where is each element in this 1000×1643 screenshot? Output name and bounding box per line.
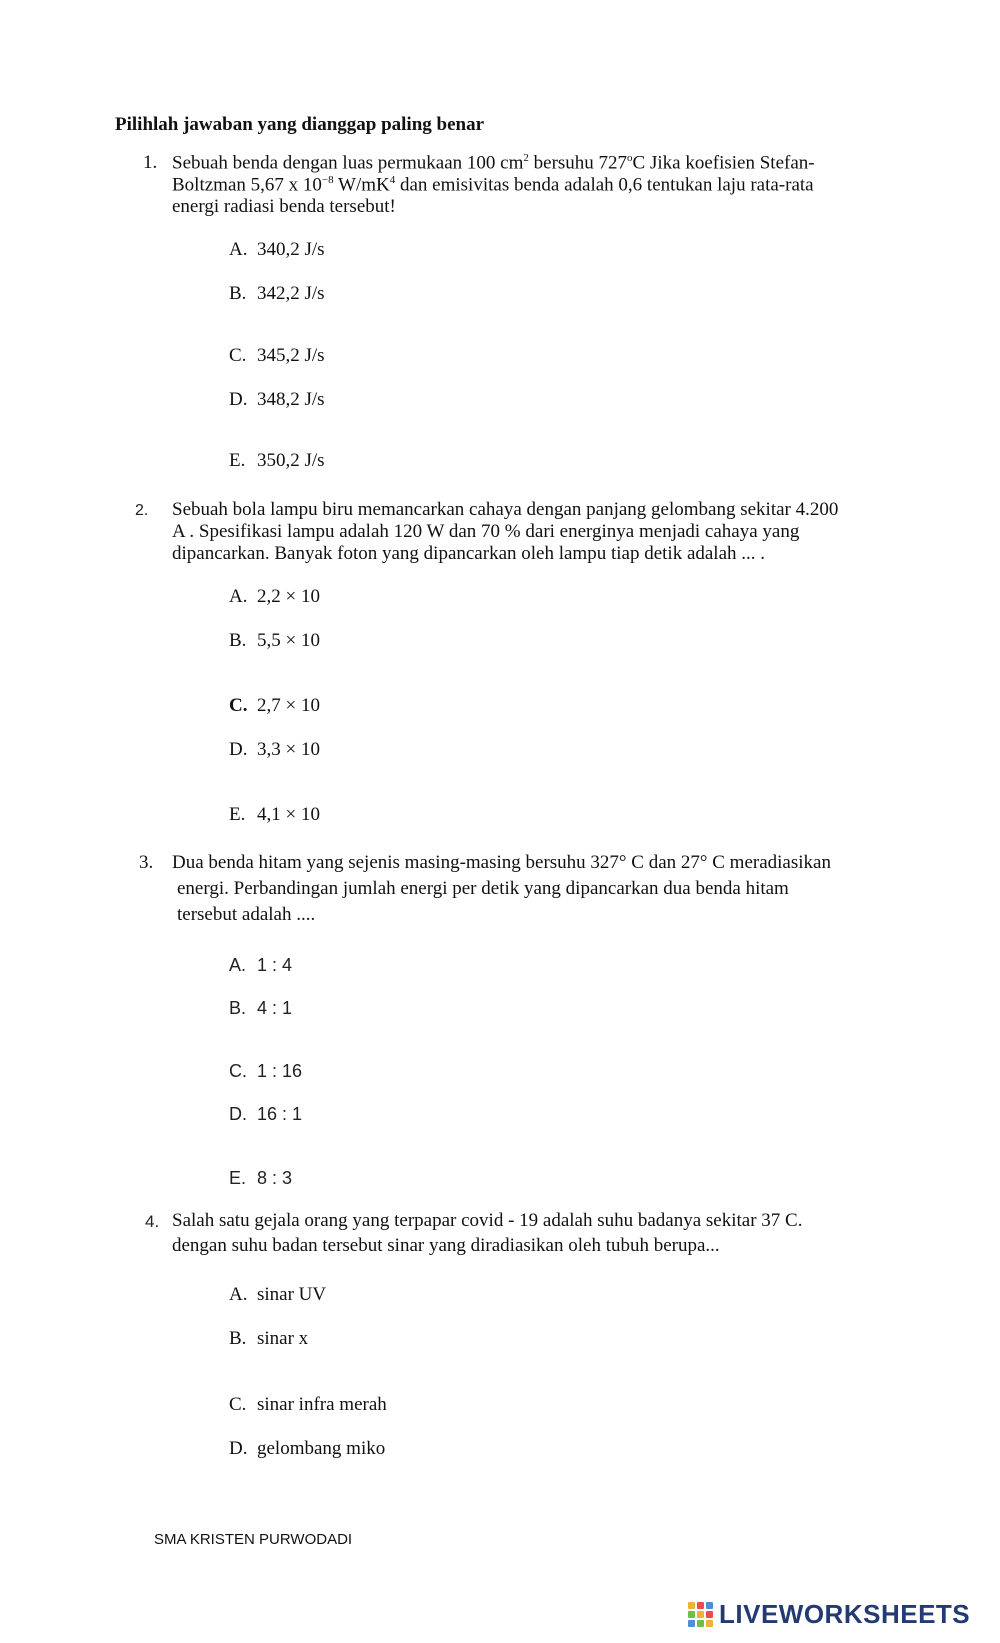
liveworksheets-logo[interactable] xyxy=(688,1599,970,1630)
q1-option-d[interactable]: D. 348,2 J/s xyxy=(229,389,325,410)
question-3-number: 3. xyxy=(139,852,154,873)
q1-option-e[interactable]: E. 350,2 J/s xyxy=(229,450,325,471)
question-1-line-1: Sebuah benda dengan luas permukaan 100 $cm^2$ bersuhu 727$^o$C Jika koefisien Stefan- xyxy=(172,152,815,174)
question-4-number: 4. xyxy=(145,1212,160,1231)
question-2-line-2: A . Spesifikasi lampu adalah 120 W dan 70 % dari energinya menjadi cahaya yang xyxy=(172,521,800,542)
q3-option-a[interactable]: A. 1 : 4 xyxy=(229,955,293,975)
q4-option-c[interactable]: C. sinar infra merah xyxy=(229,1394,387,1415)
logo-square xyxy=(697,1602,704,1609)
question-3-line-2: energi. Perbandingan jumlah energi per detik yang dipancarkan dua benda hitam xyxy=(177,878,789,899)
q3-option-d[interactable]: D. 16 : 1 xyxy=(229,1104,303,1124)
q4-option-a[interactable]: A. sinar UV xyxy=(229,1284,327,1305)
logo-square xyxy=(706,1620,713,1627)
question-3-line-1: Dua benda hitam yang sejenis masing-masing bersuhu 327° C dan 27° C meradiasikan xyxy=(172,852,831,873)
q4-option-b[interactable]: B. sinar x xyxy=(229,1328,309,1349)
page-title: Pilihlah jawaban yang dianggap paling benar xyxy=(115,114,485,135)
question-2-line-3: dipancarkan. Banyak foton yang dipancarkan oleh lampu tiap detik adalah ... . xyxy=(172,543,766,564)
logo-square xyxy=(697,1620,704,1627)
q2-option-a[interactable]: A. 2,2 × 10 xyxy=(229,586,320,607)
logo-grid-icon xyxy=(688,1602,713,1627)
logo-square xyxy=(688,1611,695,1618)
question-1-line-2: Boltzman 5,67 x $10^{-8}$ $W/mK^4$ dan emisivitas benda adalah 0,6 tentukan laju rata-rata xyxy=(172,174,814,196)
question-3-line-3: tersebut adalah .... xyxy=(177,904,316,925)
q1-option-a[interactable]: A. 340,2 J/s xyxy=(229,239,325,260)
logo-square xyxy=(688,1602,695,1609)
brand-name: LIVEWORKSHEETS xyxy=(719,1599,971,1629)
footer-school-name: SMA KRISTEN PURWODADI xyxy=(154,1531,353,1548)
question-2-line-1: Sebuah bola lampu biru memancarkan cahaya dengan panjang gelombang sekitar 4.200 xyxy=(172,499,839,520)
logo-square xyxy=(706,1611,713,1618)
logo-square xyxy=(697,1611,704,1618)
q1-option-c[interactable]: C. 345,2 J/s xyxy=(229,345,325,366)
logo-square xyxy=(706,1602,713,1609)
q3-option-e[interactable]: E. 8 : 3 xyxy=(229,1168,293,1188)
question-2-number: 2. xyxy=(135,502,149,519)
logo-square xyxy=(688,1620,695,1627)
question-4-line-1: Salah satu gejala orang yang terpapar covid - 19 adalah suhu badanya sekitar 37 C. xyxy=(172,1210,803,1231)
question-1-number: 1. xyxy=(143,152,158,173)
q2-option-c[interactable]: C. 2,7 × 10 xyxy=(229,695,320,716)
q3-option-b[interactable]: B. 4 : 1 xyxy=(229,998,293,1018)
q3-option-c[interactable]: C. 1 : 16 xyxy=(229,1061,303,1081)
question-1-line-3: energi radiasi benda tersebut! xyxy=(172,196,396,217)
question-4-line-2: dengan suhu badan tersebut sinar yang diradiasikan oleh tubuh berupa... xyxy=(172,1235,720,1256)
q2-option-d[interactable]: D. 3,3 × 10 xyxy=(229,739,320,760)
q4-option-d[interactable]: D. gelombang miko xyxy=(229,1438,386,1459)
q2-option-b[interactable]: B. 5,5 × 10 xyxy=(229,630,320,651)
q2-option-e[interactable]: E. 4,1 × 10 xyxy=(229,804,320,825)
q1-option-b[interactable]: B. 342,2 J/s xyxy=(229,283,325,304)
